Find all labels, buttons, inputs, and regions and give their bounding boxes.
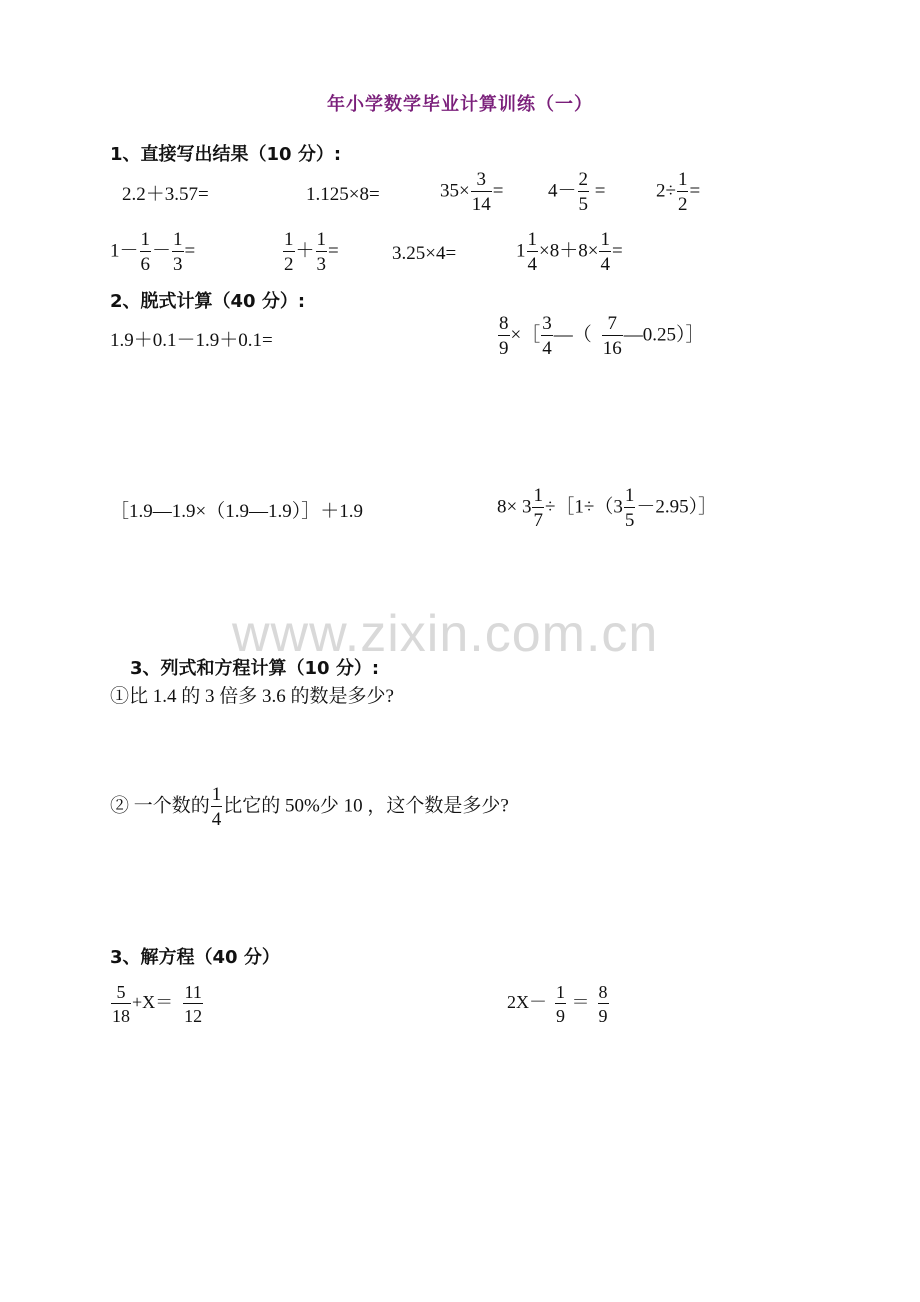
numerator: 3 (542, 313, 552, 334)
denominator: 16 (602, 338, 622, 359)
problem-1-9-post: = (611, 240, 623, 262)
equation-1 (110, 983, 204, 1025)
denominator: 4 (600, 254, 610, 275)
fraction (602, 314, 623, 358)
numerator: 8 (598, 982, 608, 1002)
question-2-post: 比它的 50%少 10 ，这个数是多少? (223, 795, 509, 817)
section-4-heading: 3、解方程（40 分） (110, 947, 280, 968)
page-title: 年小学数学毕业计算训练（一） (327, 94, 593, 115)
watermark: www.zixin.com.cn (232, 605, 659, 663)
problem-1-5-post: = (689, 180, 701, 202)
problem-1-4-post: = (590, 180, 606, 202)
fraction (532, 486, 544, 530)
problem-2-3: ［1.9—1.9×（1.9—1.9）］＋1.9 (110, 501, 363, 522)
fraction (598, 983, 609, 1025)
fraction (471, 170, 492, 214)
numerator: 3 (471, 170, 492, 192)
denominator: 5 (624, 510, 635, 531)
numerator: 11 (184, 982, 202, 1002)
problem-1-6-mid: － (152, 240, 172, 262)
fraction (527, 230, 539, 274)
problem-1-1: 2.2＋3.57= (122, 184, 209, 205)
denominator: 2 (284, 254, 294, 275)
numerator: 1 (173, 229, 183, 250)
denominator: 4 (211, 809, 222, 830)
numerator: 7 (602, 314, 623, 336)
problem-2-4-part2: ÷［1÷（3 (544, 496, 623, 518)
question-2-pre: ② 一个数的 (110, 795, 210, 817)
fraction (111, 983, 131, 1025)
numerator: 1 (211, 784, 222, 805)
denominator: 3 (173, 254, 183, 275)
denominator: 6 (140, 254, 151, 275)
problem-1-9-mid: ×8＋8× (539, 240, 599, 262)
fraction (211, 785, 223, 829)
problem-2-2-part1: ×［ (510, 324, 541, 346)
denominator: 9 (499, 338, 509, 359)
question-2 (110, 785, 509, 829)
problem-1-6 (110, 230, 195, 274)
numerator: 1 (140, 229, 151, 250)
section-2-heading: 2、脱式计算（40 分）: (110, 291, 306, 312)
fraction (677, 170, 689, 214)
equation-2-mid: ＝ (567, 992, 590, 1013)
section-3-heading: 3、列式和方程计算（10 分）: (130, 658, 380, 679)
problem-1-7 (282, 230, 339, 274)
problem-2-4 (497, 486, 717, 530)
problem-2-1: 1.9＋0.1－1.9＋0.1= (110, 330, 273, 351)
fraction (140, 230, 152, 274)
denominator: 4 (527, 254, 537, 275)
problem-1-3 (440, 170, 503, 214)
problem-2-4-part1: 8× 3 (497, 496, 532, 518)
fraction (555, 983, 566, 1025)
numerator: 1 (533, 485, 543, 506)
fraction (498, 314, 510, 358)
denominator: 7 (533, 510, 543, 531)
fraction (578, 170, 590, 214)
problem-1-3-post: = (492, 180, 504, 202)
denominator: 2 (677, 194, 688, 215)
fraction (172, 230, 184, 274)
problem-1-7-mid: ＋ (295, 240, 315, 262)
denominator: 12 (184, 1006, 203, 1026)
denominator: 14 (471, 194, 491, 215)
problem-1-6-pre: 1－ (110, 240, 139, 262)
denominator: 3 (316, 254, 327, 275)
problem-1-5 (656, 170, 700, 214)
denominator: 4 (542, 338, 552, 359)
numerator: 1 (556, 982, 565, 1002)
equation-2-pre: 2X－ (507, 992, 547, 1013)
denominator: 5 (578, 194, 589, 215)
question-1: ①比 1.4 的 3 倍多 3.6 的数是多少? (110, 686, 394, 707)
problem-2-2 (497, 314, 705, 358)
fraction (624, 486, 636, 530)
problem-1-4-pre: 4－ (548, 180, 577, 202)
numerator: 1 (316, 229, 327, 250)
fraction (316, 230, 328, 274)
problem-2-4-part3: －2.95）］ (636, 496, 718, 518)
problem-1-2: 1.125×8= (306, 184, 380, 205)
numerator: 5 (111, 983, 131, 1004)
fraction (541, 314, 553, 358)
numerator: 1 (677, 169, 688, 190)
numerator: 1 (284, 229, 294, 250)
problem-1-9-pre: 1 (516, 240, 526, 262)
problem-1-8: 3.25×4= (392, 243, 457, 264)
numerator: 1 (624, 485, 635, 506)
fraction (183, 983, 203, 1025)
problem-2-2-part2: —（ (553, 324, 592, 346)
problem-1-5-pre: 2÷ (656, 180, 676, 202)
problem-1-4 (548, 170, 605, 214)
denominator: 9 (598, 1006, 608, 1026)
problem-1-6-post: = (184, 240, 196, 262)
fraction (283, 230, 295, 274)
section-1-heading: 1、直接写出结果（10 分）: (110, 144, 342, 165)
numerator: 8 (499, 313, 509, 334)
denominator: 9 (556, 1006, 565, 1026)
problem-2-2-part3: —0.25）］ (623, 324, 705, 346)
numerator: 1 (527, 229, 537, 250)
problem-1-9 (516, 230, 623, 274)
numerator: 1 (600, 229, 610, 250)
equation-1-mid: +X＝ (132, 992, 174, 1013)
denominator: 18 (112, 1006, 130, 1026)
fraction (599, 230, 611, 274)
problem-1-7-post: = (328, 240, 339, 262)
problem-1-3-pre: 35× (440, 180, 470, 202)
equation-2 (507, 983, 610, 1025)
numerator: 2 (578, 169, 589, 190)
